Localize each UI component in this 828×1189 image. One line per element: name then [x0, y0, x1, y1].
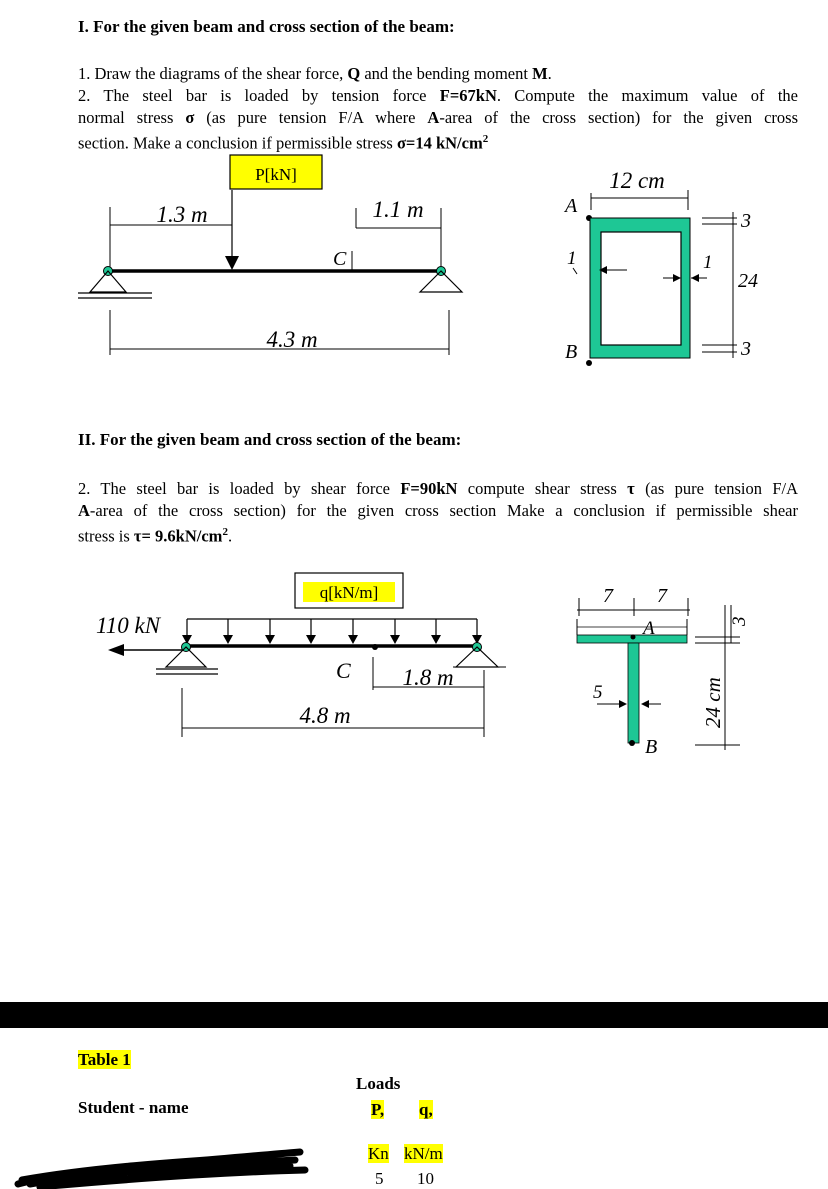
beam1-load-label: P[kN]	[255, 165, 297, 184]
distributed-load-arrows	[187, 619, 477, 637]
val-p: 5	[375, 1169, 384, 1188]
cs1-dim-top: 3	[741, 210, 751, 232]
beam1-dim-a: 1.3 m	[156, 202, 208, 227]
point-load-arrow	[225, 256, 239, 270]
beam2-force-label: 110 kN	[96, 613, 161, 638]
section1-item2-line1: 2. The steel bar is loaded by tension force F=67kN. Compute the maximum value of the	[78, 86, 798, 105]
beam1-diagram	[0, 150, 520, 370]
section2-line3: stress is $\tau= 9.6kN/cm^2$.	[78, 526, 233, 546]
cs1-dim-bottom: 3	[741, 338, 751, 360]
section2-line1: 2. The steel bar is loaded by shear force F=90kN compute shear stress τ (as pure tension F/A	[78, 479, 798, 498]
section1-item2-line2: normal stress σ (as pure tension F/A where A-area of the cross section) for the given cross	[78, 108, 799, 127]
cs1-wall-right: 1	[703, 252, 713, 273]
beam1-dim-b: 1.1 m	[372, 197, 424, 222]
table-title: Table 1	[78, 1050, 131, 1069]
cs1-wall-left: 1	[567, 248, 577, 269]
section2-title: II. For the given beam and cross section of the beam:	[78, 430, 462, 449]
beam1-point-c: C	[333, 248, 347, 270]
section1-item2-line3: section. Make a conclusion if permissible stress σ=14 $kN/cm^2$	[78, 133, 489, 153]
cs1-point-a: A	[565, 195, 578, 217]
student-name-label: Student - name	[78, 1098, 189, 1117]
cs2-web: 5	[593, 682, 603, 703]
cs2-flange-right: 7	[657, 585, 667, 607]
cs1-dim-mid: 24	[738, 270, 758, 292]
col-q: q,	[419, 1100, 433, 1119]
cs2-flange-thk: 3	[729, 616, 750, 626]
cs2-flange-left: 7	[603, 585, 613, 607]
beam2-load-text: q[kN/m]	[319, 583, 379, 602]
unit-q: kN/m	[404, 1144, 443, 1163]
section2-line2: A-area of the cross section) for the given cross section Make a conclusion if permissible shear	[78, 501, 798, 520]
section1-item1: 1. Draw the diagrams of the shear force, Q and the bending moment M.	[78, 64, 552, 83]
cs2-point-b: B	[645, 736, 658, 758]
page-break-band	[0, 1002, 828, 1028]
section1-title: I. For the given beam and cross section of the beam:	[78, 17, 455, 36]
beam2-dim-c: 1.8 m	[402, 665, 454, 690]
t-web	[628, 643, 639, 743]
unit-p: Kn	[368, 1144, 389, 1163]
cs1-width: 12 cm	[609, 168, 665, 193]
beam2-point-c: C	[336, 658, 351, 683]
beam2-diagram	[0, 565, 540, 745]
redaction-scribble	[10, 1140, 310, 1189]
cs2-point-a: A	[643, 618, 655, 639]
beam1-dim-total: 4.3 m	[266, 327, 318, 352]
val-q: 10	[417, 1169, 434, 1188]
cs2-height: 24 cm	[701, 677, 725, 728]
loads-label: Loads	[356, 1074, 401, 1093]
col-p: P,	[371, 1100, 385, 1119]
section2-cross-section	[575, 580, 825, 760]
beam2-dim-total: 4.8 m	[299, 703, 351, 728]
horizontal-force-arrow	[108, 644, 124, 656]
cs1-point-b: B	[565, 341, 578, 363]
section1-cross-section	[555, 160, 825, 375]
